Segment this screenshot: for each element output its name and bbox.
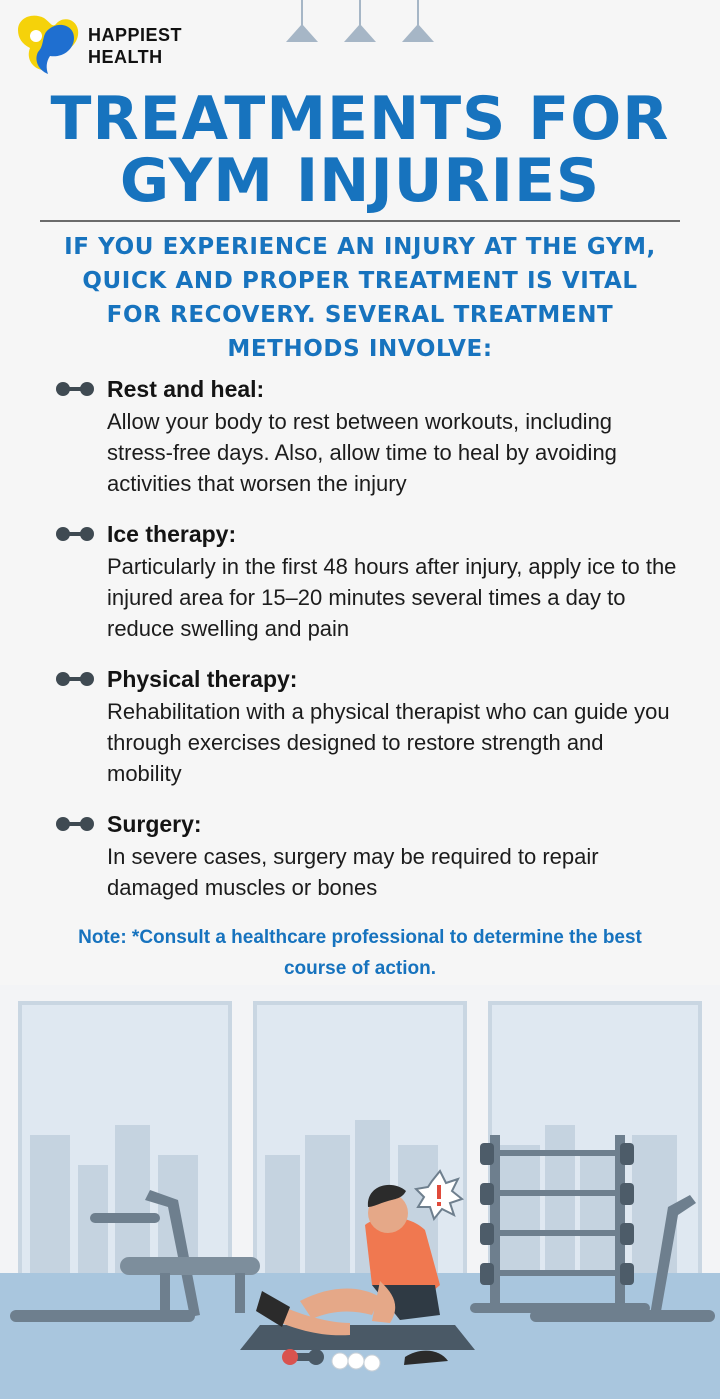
treatment-list [0, 372, 720, 921]
treatment-item-ice [0, 517, 720, 644]
brand-name-line2: HEALTH [88, 47, 163, 67]
gym-illustration [0, 985, 720, 1399]
brand-name-line1: HAPPIEST [88, 25, 183, 45]
dumbbell-icon [55, 524, 95, 544]
treatment-item-rest [0, 372, 720, 499]
page-title [0, 84, 720, 216]
gym-windows [20, 1003, 700, 1293]
dumbbell-icon [55, 669, 95, 689]
dumbbell-icon [55, 814, 95, 834]
treatment-item-physical [0, 662, 720, 789]
treatment-heading: Physical therapy: [107, 666, 298, 692]
title-divider [40, 220, 680, 222]
treatment-heading: Ice therapy: [107, 521, 237, 547]
intro-text: IF YOU EXPERIENCE AN INJURY AT THE GYM, QUICK AND PROPER TREATMENT IS VITAL FOR RECOVERY. SEVERAL TREATMENT METHODS INVOLVE: [64, 234, 656, 362]
treatment-text: Particularly in the first 48 hours after injury, apply ice to the injured area for 15–20 minutes several times a day to reduce swelling and pain [107, 554, 677, 641]
dumbbell-icon [55, 379, 95, 399]
treatment-heading: Surgery: [107, 811, 202, 837]
treatment-text: In severe cases, surgery may be required to repair damaged muscles or bones [107, 844, 599, 900]
treatment-heading: Rest and heal: [107, 376, 265, 402]
treatment-text: Rehabilitation with a physical therapist who can guide you through exercises designed to restore strength and mobility [107, 699, 670, 786]
title-line2: GYM INJURIES [119, 146, 601, 216]
title-line1: TREATMENTS FOR [50, 84, 670, 154]
happiest-health-logo-icon [12, 10, 82, 76]
note-text: Note: *Consult a healthcare professional to determine the best course of action. [78, 927, 642, 979]
treatment-text: Allow your body to rest between workouts, including stress-free days. Also, allow time to heal by avoiding activities that worsen the injury [107, 409, 617, 496]
ceiling-lamps [280, 0, 440, 46]
brand-logo[interactable] [12, 10, 202, 80]
treatment-item-surgery [0, 807, 720, 903]
